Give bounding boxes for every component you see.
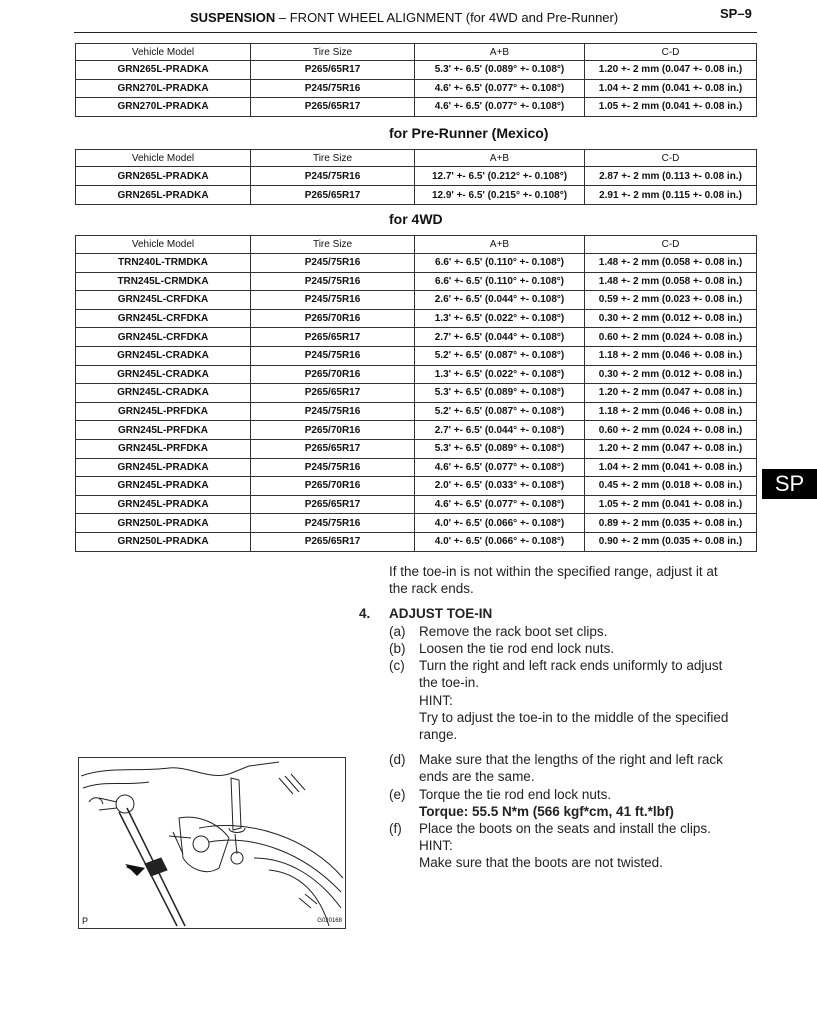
table-cell: 12.9' +- 6.5' (0.215° +- 0.108°) xyxy=(415,186,585,205)
table-row xyxy=(76,254,757,273)
table-cell: GRN250L-PRADKA xyxy=(76,532,251,551)
table-row xyxy=(76,421,757,440)
table-cell: 1.04 +- 2 mm (0.041 +- 0.08 in.) xyxy=(585,458,757,477)
table-row xyxy=(76,186,757,205)
substep-c-hint-label: HINT: xyxy=(419,693,453,708)
column-header: C-D xyxy=(585,44,757,61)
table-cell: P245/75R16 xyxy=(251,79,415,98)
table-cell: 1.18 +- 2 mm (0.046 +- 0.08 in.) xyxy=(585,346,757,365)
section-tab: SP xyxy=(762,469,817,499)
column-header: A+B xyxy=(415,236,585,254)
substep-d-line-2: ends are the same. xyxy=(419,769,535,784)
table-title-prerunner-mexico: for Pre-Runner (Mexico) xyxy=(389,125,549,141)
alignment-table-prerunner xyxy=(75,43,757,117)
table-cell: 1.04 +- 2 mm (0.041 +- 0.08 in.) xyxy=(585,79,757,98)
table-cell: 4.0' +- 6.5' (0.066° +- 0.108°) xyxy=(415,514,585,533)
table-row xyxy=(76,402,757,421)
table-row xyxy=(76,514,757,533)
table-row xyxy=(76,346,757,365)
page-number: SP–9 xyxy=(720,6,752,21)
table-row xyxy=(76,167,757,186)
table-cell: 5.2' +- 6.5' (0.087° +- 0.108°) xyxy=(415,402,585,421)
table-cell: TRN245L-CRMDKA xyxy=(76,272,251,291)
substep-e-text: Torque the tie rod end lock nuts. xyxy=(419,787,612,802)
table-cell: P265/65R17 xyxy=(251,186,415,205)
table-cell: 5.3' +- 6.5' (0.089° +- 0.108°) xyxy=(415,439,585,458)
table-cell: GRN245L-CRADKA xyxy=(76,365,251,384)
substep-c-hint-line-2: range. xyxy=(419,727,458,742)
table-cell: 1.3' +- 6.5' (0.022° +- 0.108°) xyxy=(415,365,585,384)
table-cell: P245/75R16 xyxy=(251,167,415,186)
table-cell: P245/75R16 xyxy=(251,272,415,291)
substep-b-text: Loosen the tie rod end lock nuts. xyxy=(419,641,615,656)
table-cell: GRN245L-PRFDKA xyxy=(76,402,251,421)
header-subtitle: FRONT WHEEL ALIGNMENT (for 4WD and Pre-Runner) xyxy=(289,10,619,25)
table-cell: P245/75R16 xyxy=(251,514,415,533)
table-cell: P265/70R16 xyxy=(251,365,415,384)
table-cell: P245/75R16 xyxy=(251,402,415,421)
substep-c-hint-line-1: Try to adjust the toe-in to the middle of the specified xyxy=(419,710,729,725)
table-cell: GRN265L-PRADKA xyxy=(76,186,251,205)
step-title: ADJUST TOE-IN xyxy=(389,606,493,621)
table-cell: GRN245L-CRADKA xyxy=(76,384,251,403)
table-cell: 1.05 +- 2 mm (0.041 +- 0.08 in.) xyxy=(585,495,757,514)
table-header-row xyxy=(76,236,757,254)
alignment-table-4wd xyxy=(75,235,757,552)
table-cell: GRN265L-PRADKA xyxy=(76,167,251,186)
table-row xyxy=(76,61,757,80)
table-cell: 2.87 +- 2 mm (0.113 +- 0.08 in.) xyxy=(585,167,757,186)
table-row xyxy=(76,495,757,514)
table-cell: 5.3' +- 6.5' (0.089° +- 0.108°) xyxy=(415,384,585,403)
column-header: C-D xyxy=(585,150,757,167)
table-cell: 1.20 +- 2 mm (0.047 +- 0.08 in.) xyxy=(585,61,757,80)
figure-code: G020168 xyxy=(317,918,342,924)
toe-in-note-line-1: If the toe-in is not within the specified range, adjust it at xyxy=(389,564,718,579)
table-cell: P265/70R16 xyxy=(251,421,415,440)
table-cell: P265/70R16 xyxy=(251,309,415,328)
substep-f-text: Place the boots on the seats and install the clips. xyxy=(419,821,711,836)
column-header: A+B xyxy=(415,150,585,167)
table-cell: TRN240L-TRMDKA xyxy=(76,254,251,273)
table-row xyxy=(76,477,757,496)
table-row xyxy=(76,458,757,477)
table-cell: 1.48 +- 2 mm (0.058 +- 0.08 in.) xyxy=(585,254,757,273)
table-cell: 0.45 +- 2 mm (0.018 +- 0.08 in.) xyxy=(585,477,757,496)
header-section: SUSPENSION xyxy=(190,10,276,25)
column-header: Tire Size xyxy=(251,150,415,167)
table-cell: 1.18 +- 2 mm (0.046 +- 0.08 in.) xyxy=(585,402,757,421)
table-cell: P265/65R17 xyxy=(251,439,415,458)
substep-f-hint-label: HINT: xyxy=(419,838,453,853)
table-cell: 5.3' +- 6.5' (0.089° +- 0.108°) xyxy=(415,61,585,80)
substep-b-label: (b) xyxy=(389,641,406,656)
page-header xyxy=(0,8,817,30)
table-cell: P265/65R17 xyxy=(251,98,415,117)
column-header: Vehicle Model xyxy=(76,44,251,61)
substep-f-label: (f) xyxy=(389,821,402,836)
table-cell: GRN245L-CRADKA xyxy=(76,346,251,365)
table-cell: 2.6' +- 6.5' (0.044° +- 0.108°) xyxy=(415,291,585,310)
table-cell: 1.3' +- 6.5' (0.022° +- 0.108°) xyxy=(415,309,585,328)
table-cell: GRN270L-PRADKA xyxy=(76,98,251,117)
header-title xyxy=(190,10,618,25)
table-cell: GRN250L-PRADKA xyxy=(76,514,251,533)
substep-c-line-2: the toe-in. xyxy=(419,675,480,690)
table-row xyxy=(76,79,757,98)
table-header-row xyxy=(76,150,757,167)
table-cell: 12.7' +- 6.5' (0.212° +- 0.108°) xyxy=(415,167,585,186)
table-cell: GRN270L-PRADKA xyxy=(76,79,251,98)
table-cell: P265/65R17 xyxy=(251,61,415,80)
table-cell: GRN245L-PRADKA xyxy=(76,477,251,496)
table-cell: 1.20 +- 2 mm (0.047 +- 0.08 in.) xyxy=(585,384,757,403)
tie-rod-illustration xyxy=(78,757,346,929)
substep-a-label: (a) xyxy=(389,624,406,639)
table-cell: 1.48 +- 2 mm (0.058 +- 0.08 in.) xyxy=(585,272,757,291)
header-rule xyxy=(74,32,757,33)
table-cell: 0.30 +- 2 mm (0.012 +- 0.08 in.) xyxy=(585,309,757,328)
table-cell: 2.91 +- 2 mm (0.115 +- 0.08 in.) xyxy=(585,186,757,205)
table-row xyxy=(76,98,757,117)
column-header: A+B xyxy=(415,44,585,61)
figure-corner-label: P xyxy=(82,916,89,926)
column-header: Tire Size xyxy=(251,44,415,61)
substep-f-hint-text: Make sure that the boots are not twisted. xyxy=(419,855,663,870)
column-header: Vehicle Model xyxy=(76,150,251,167)
table-cell: 6.6' +- 6.5' (0.110° +- 0.108°) xyxy=(415,272,585,291)
table-cell: 1.20 +- 2 mm (0.047 +- 0.08 in.) xyxy=(585,439,757,458)
table-cell: GRN265L-PRADKA xyxy=(76,61,251,80)
table-cell: 2.7' +- 6.5' (0.044° +- 0.108°) xyxy=(415,328,585,347)
table-cell: 6.6' +- 6.5' (0.110° +- 0.108°) xyxy=(415,254,585,273)
table-cell: P265/70R16 xyxy=(251,477,415,496)
table-cell: 2.0' +- 6.5' (0.033° +- 0.108°) xyxy=(415,477,585,496)
table-header-row xyxy=(76,44,757,61)
table-cell: P245/75R16 xyxy=(251,254,415,273)
table-cell: GRN245L-CRFDKA xyxy=(76,328,251,347)
tie-rod-drawing xyxy=(79,758,345,928)
table-cell: 4.6' +- 6.5' (0.077° +- 0.108°) xyxy=(415,98,585,117)
table-cell: GRN245L-CRFDKA xyxy=(76,291,251,310)
table-row xyxy=(76,384,757,403)
table-cell: GRN245L-CRFDKA xyxy=(76,309,251,328)
substep-d-line-1: Make sure that the lengths of the right and left rack xyxy=(419,752,723,767)
torque-spec: Torque: 55.5 N*m (566 kgf*cm, 41 ft.*lbf) xyxy=(419,804,674,819)
table-cell: GRN245L-PRADKA xyxy=(76,495,251,514)
header-separator: – xyxy=(278,10,287,25)
table-row xyxy=(76,365,757,384)
table-cell: 2.7' +- 6.5' (0.044° +- 0.108°) xyxy=(415,421,585,440)
table-cell: GRN245L-PRFDKA xyxy=(76,421,251,440)
alignment-table-prerunner-mexico xyxy=(75,149,757,205)
substep-a-text: Remove the rack boot set clips. xyxy=(419,624,608,639)
table-cell: 0.90 +- 2 mm (0.035 +- 0.08 in.) xyxy=(585,532,757,551)
table-row xyxy=(76,309,757,328)
table-row xyxy=(76,272,757,291)
table-cell: 5.2' +- 6.5' (0.087° +- 0.108°) xyxy=(415,346,585,365)
substep-d-label: (d) xyxy=(389,752,406,767)
substep-c-line-1: Turn the right and left rack ends uniformly to adjust xyxy=(419,658,723,673)
table-cell: P265/65R17 xyxy=(251,532,415,551)
table-cell: P265/65R17 xyxy=(251,384,415,403)
table-row xyxy=(76,291,757,310)
step-number: 4. xyxy=(359,606,371,621)
table-row xyxy=(76,439,757,458)
table-cell: P265/65R17 xyxy=(251,328,415,347)
table-cell: P265/65R17 xyxy=(251,495,415,514)
table-row xyxy=(76,532,757,551)
toe-in-note-line-2: the rack ends. xyxy=(389,581,474,596)
table-cell: 1.05 +- 2 mm (0.041 +- 0.08 in.) xyxy=(585,98,757,117)
column-header: Tire Size xyxy=(251,236,415,254)
table-cell: 0.59 +- 2 mm (0.023 +- 0.08 in.) xyxy=(585,291,757,310)
table-cell: 4.6' +- 6.5' (0.077° +- 0.108°) xyxy=(415,79,585,98)
table-cell: 0.60 +- 2 mm (0.024 +- 0.08 in.) xyxy=(585,328,757,347)
substep-c-label: (c) xyxy=(389,658,405,673)
table-title-4wd: for 4WD xyxy=(389,211,443,227)
table-cell: 0.89 +- 2 mm (0.035 +- 0.08 in.) xyxy=(585,514,757,533)
table-cell: P245/75R16 xyxy=(251,346,415,365)
table-cell: 0.60 +- 2 mm (0.024 +- 0.08 in.) xyxy=(585,421,757,440)
table-cell: GRN245L-PRADKA xyxy=(76,458,251,477)
table-cell: 0.30 +- 2 mm (0.012 +- 0.08 in.) xyxy=(585,365,757,384)
table-cell: P245/75R16 xyxy=(251,458,415,477)
table-cell: 4.6' +- 6.5' (0.077° +- 0.108°) xyxy=(415,495,585,514)
table-row xyxy=(76,328,757,347)
table-cell: 4.0' +- 6.5' (0.066° +- 0.108°) xyxy=(415,532,585,551)
column-header: C-D xyxy=(585,236,757,254)
column-header: Vehicle Model xyxy=(76,236,251,254)
table-cell: GRN245L-PRFDKA xyxy=(76,439,251,458)
table-cell: P245/75R16 xyxy=(251,291,415,310)
substep-e-label: (e) xyxy=(389,787,406,802)
table-cell: 4.6' +- 6.5' (0.077° +- 0.108°) xyxy=(415,458,585,477)
